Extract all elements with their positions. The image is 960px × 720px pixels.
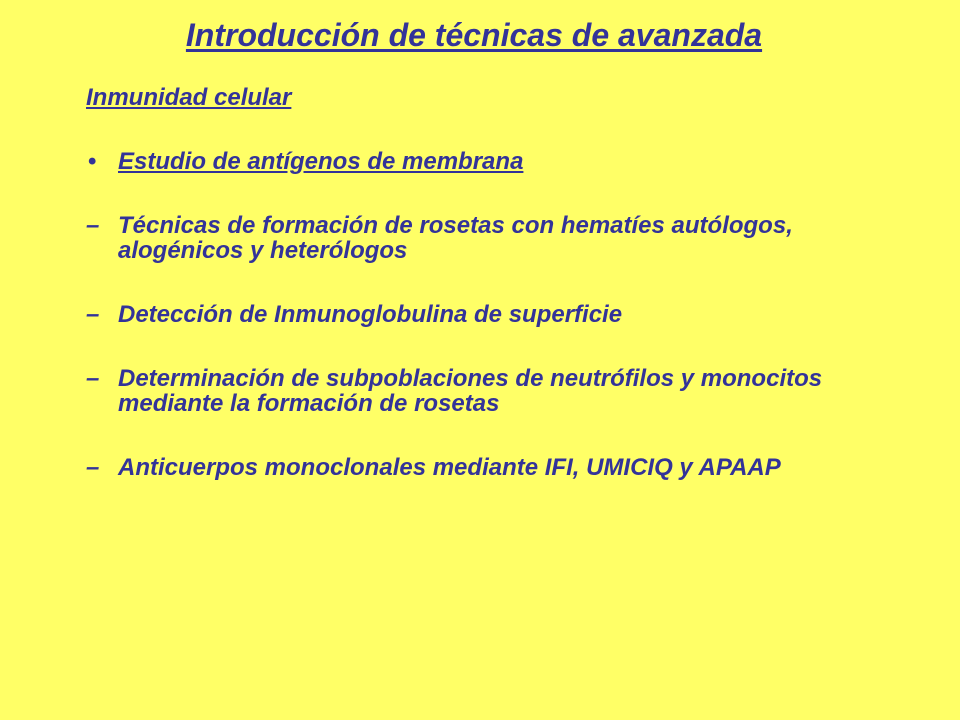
sub-item [86, 213, 878, 263]
slide-title: Introducción de técnicas de avanzada [185, 17, 763, 53]
sub-item [86, 366, 878, 416]
dash-marker: – [86, 365, 100, 392]
section-heading: Inmunidad celular [86, 84, 292, 111]
slide-body [86, 85, 886, 519]
sub-item [86, 302, 878, 327]
sub-item-text: Detección de Inmunoglobulina de superficie [118, 301, 623, 328]
dash-marker: – [86, 301, 100, 328]
sub-item-text: Técnicas de formación de rosetas con hematíes autólogos, alogénicos y heterólogos [118, 212, 793, 264]
sub-item-text: Determinación de subpoblaciones de neutrófilos y monocitos mediante la formación de rosetas [118, 365, 823, 417]
dash-marker: – [86, 212, 100, 239]
dash-marker: – [86, 454, 100, 481]
sub-item [86, 455, 878, 480]
bullet-item-text: Estudio de antígenos de membrana [118, 148, 524, 175]
bullet-marker: • [88, 148, 97, 175]
sub-item-text: Anticuerpos monoclonales mediante IFI, UMICIQ y APAAP [118, 454, 781, 481]
bullet-item [86, 149, 878, 174]
